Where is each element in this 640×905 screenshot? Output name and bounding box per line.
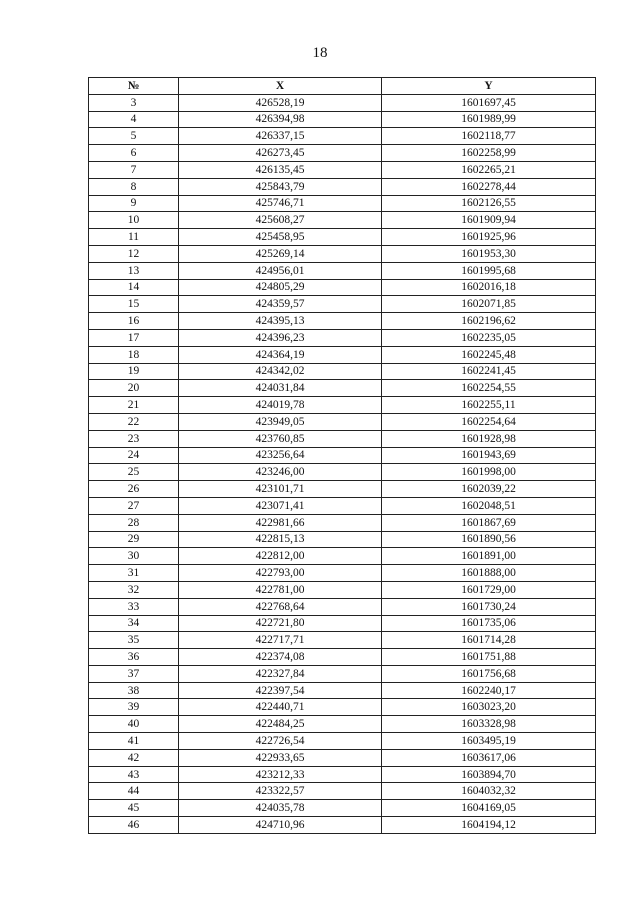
cell-y: 1602254,55 <box>382 380 596 397</box>
cell-x: 423322,57 <box>179 783 382 800</box>
cell-number: 9 <box>89 195 179 212</box>
table-row <box>89 296 596 313</box>
cell-number: 40 <box>89 716 179 733</box>
cell-x: 426337,15 <box>179 128 382 145</box>
cell-x: 422484,25 <box>179 716 382 733</box>
cell-number: 29 <box>89 531 179 548</box>
cell-y: 1602016,18 <box>382 279 596 296</box>
cell-x: 424035,78 <box>179 800 382 817</box>
cell-y: 1604194,12 <box>382 817 596 834</box>
cell-number: 33 <box>89 598 179 615</box>
cell-y: 1602039,22 <box>382 481 596 498</box>
cell-x: 423101,71 <box>179 481 382 498</box>
table-row <box>89 229 596 246</box>
cell-y: 1602196,62 <box>382 313 596 330</box>
cell-number: 17 <box>89 329 179 346</box>
table-row <box>89 581 596 598</box>
table-row <box>89 195 596 212</box>
cell-y: 1602235,05 <box>382 329 596 346</box>
page-number: 18 <box>312 45 328 61</box>
cell-x: 426135,45 <box>179 161 382 178</box>
cell-x: 424805,29 <box>179 279 382 296</box>
cell-number: 44 <box>89 783 179 800</box>
cell-number: 3 <box>89 94 179 111</box>
cell-x: 422812,00 <box>179 548 382 565</box>
cell-number: 12 <box>89 245 179 262</box>
table-row <box>89 279 596 296</box>
table-row <box>89 766 596 783</box>
cell-number: 42 <box>89 749 179 766</box>
table-row <box>89 800 596 817</box>
cell-number: 41 <box>89 733 179 750</box>
table-row <box>89 817 596 834</box>
cell-y: 1601729,00 <box>382 581 596 598</box>
cell-x: 423760,85 <box>179 430 382 447</box>
cell-y: 1601735,06 <box>382 615 596 632</box>
cell-y: 1602048,51 <box>382 497 596 514</box>
cell-x: 426273,45 <box>179 145 382 162</box>
table-row <box>89 682 596 699</box>
cell-number: 13 <box>89 262 179 279</box>
cell-y: 1603894,70 <box>382 766 596 783</box>
cell-number: 25 <box>89 464 179 481</box>
cell-x: 423949,05 <box>179 413 382 430</box>
cell-y: 1601890,56 <box>382 531 596 548</box>
cell-x: 422327,84 <box>179 665 382 682</box>
cell-x: 422397,54 <box>179 682 382 699</box>
table-row <box>89 94 596 111</box>
cell-number: 27 <box>89 497 179 514</box>
cell-number: 15 <box>89 296 179 313</box>
cell-x: 425608,27 <box>179 212 382 229</box>
cell-y: 1602240,17 <box>382 682 596 699</box>
cell-number: 19 <box>89 363 179 380</box>
cell-number: 5 <box>89 128 179 145</box>
cell-number: 21 <box>89 397 179 414</box>
cell-y: 1601953,30 <box>382 245 596 262</box>
cell-x: 424019,78 <box>179 397 382 414</box>
header-row <box>89 78 596 95</box>
table-row <box>89 565 596 582</box>
table-row <box>89 531 596 548</box>
cell-x: 423212,33 <box>179 766 382 783</box>
cell-x: 424710,96 <box>179 817 382 834</box>
cell-y: 1602254,64 <box>382 413 596 430</box>
cell-number: 32 <box>89 581 179 598</box>
table-row <box>89 514 596 531</box>
cell-x: 424359,57 <box>179 296 382 313</box>
cell-number: 28 <box>89 514 179 531</box>
cell-number: 36 <box>89 649 179 666</box>
cell-number: 26 <box>89 481 179 498</box>
cell-number: 34 <box>89 615 179 632</box>
table-row <box>89 598 596 615</box>
cell-x: 424342,02 <box>179 363 382 380</box>
cell-y: 1601909,94 <box>382 212 596 229</box>
cell-x: 422768,64 <box>179 598 382 615</box>
cell-x: 424364,19 <box>179 346 382 363</box>
cell-x: 424395,13 <box>179 313 382 330</box>
cell-y: 1602126,55 <box>382 195 596 212</box>
cell-y: 1601995,68 <box>382 262 596 279</box>
cell-x: 422726,54 <box>179 733 382 750</box>
table-row <box>89 346 596 363</box>
table-row <box>89 128 596 145</box>
cell-x: 422374,08 <box>179 649 382 666</box>
cell-y: 1602278,44 <box>382 178 596 195</box>
cell-number: 16 <box>89 313 179 330</box>
table-body <box>89 94 596 833</box>
table-row <box>89 749 596 766</box>
cell-y: 1601943,69 <box>382 447 596 464</box>
cell-x: 424956,01 <box>179 262 382 279</box>
table-row <box>89 548 596 565</box>
cell-x: 424396,23 <box>179 329 382 346</box>
cell-number: 18 <box>89 346 179 363</box>
cell-y: 1601888,00 <box>382 565 596 582</box>
cell-x: 426394,98 <box>179 111 382 128</box>
cell-x: 422933,65 <box>179 749 382 766</box>
cell-number: 6 <box>89 145 179 162</box>
table-row <box>89 497 596 514</box>
table-row <box>89 447 596 464</box>
cell-number: 4 <box>89 111 179 128</box>
cell-y: 1601867,69 <box>382 514 596 531</box>
cell-number: 7 <box>89 161 179 178</box>
cell-x: 423256,64 <box>179 447 382 464</box>
cell-x: 426528,19 <box>179 94 382 111</box>
cell-number: 22 <box>89 413 179 430</box>
cell-x: 425458,95 <box>179 229 382 246</box>
cell-y: 1601756,68 <box>382 665 596 682</box>
table-row <box>89 615 596 632</box>
coordinates-table <box>88 77 596 834</box>
cell-number: 39 <box>89 699 179 716</box>
cell-number: 20 <box>89 380 179 397</box>
cell-x: 422721,80 <box>179 615 382 632</box>
table-row <box>89 649 596 666</box>
cell-number: 11 <box>89 229 179 246</box>
table-row <box>89 212 596 229</box>
table-row <box>89 380 596 397</box>
cell-number: 37 <box>89 665 179 682</box>
table-row <box>89 145 596 162</box>
cell-y: 1601998,00 <box>382 464 596 481</box>
cell-y: 1601751,88 <box>382 649 596 666</box>
header-y: Y <box>382 78 596 95</box>
table-row <box>89 632 596 649</box>
cell-x: 425269,14 <box>179 245 382 262</box>
cell-y: 1601697,45 <box>382 94 596 111</box>
cell-y: 1602118,77 <box>382 128 596 145</box>
cell-y: 1602258,99 <box>382 145 596 162</box>
cell-number: 8 <box>89 178 179 195</box>
cell-x: 422717,71 <box>179 632 382 649</box>
cell-y: 1601989,99 <box>382 111 596 128</box>
table-row <box>89 481 596 498</box>
cell-x: 422815,13 <box>179 531 382 548</box>
cell-x: 425843,79 <box>179 178 382 195</box>
table-row <box>89 699 596 716</box>
cell-y: 1604169,05 <box>382 800 596 817</box>
cell-x: 424031,84 <box>179 380 382 397</box>
cell-y: 1603495,19 <box>382 733 596 750</box>
table-row <box>89 733 596 750</box>
cell-x: 422981,66 <box>179 514 382 531</box>
table-header <box>89 78 596 95</box>
cell-x: 422793,00 <box>179 565 382 582</box>
cell-number: 23 <box>89 430 179 447</box>
cell-number: 24 <box>89 447 179 464</box>
table-row <box>89 111 596 128</box>
cell-x: 423071,41 <box>179 497 382 514</box>
table-row <box>89 178 596 195</box>
cell-y: 1602071,85 <box>382 296 596 313</box>
table-row <box>89 716 596 733</box>
cell-number: 31 <box>89 565 179 582</box>
header-x: X <box>179 78 382 95</box>
cell-x: 422440,71 <box>179 699 382 716</box>
cell-x: 425746,71 <box>179 195 382 212</box>
table-row <box>89 313 596 330</box>
cell-number: 46 <box>89 817 179 834</box>
table-row <box>89 329 596 346</box>
cell-y: 1601925,96 <box>382 229 596 246</box>
cell-y: 1602265,21 <box>382 161 596 178</box>
cell-y: 1602245,48 <box>382 346 596 363</box>
table-row <box>89 161 596 178</box>
cell-y: 1603023,20 <box>382 699 596 716</box>
cell-number: 10 <box>89 212 179 229</box>
cell-y: 1602241,45 <box>382 363 596 380</box>
cell-y: 1604032,32 <box>382 783 596 800</box>
cell-y: 1601714,28 <box>382 632 596 649</box>
cell-y: 1603328,98 <box>382 716 596 733</box>
header-number: № <box>89 78 179 95</box>
cell-y: 1601730,24 <box>382 598 596 615</box>
table-row <box>89 464 596 481</box>
cell-number: 38 <box>89 682 179 699</box>
cell-y: 1601891,00 <box>382 548 596 565</box>
cell-number: 14 <box>89 279 179 296</box>
table-row <box>89 430 596 447</box>
cell-number: 45 <box>89 800 179 817</box>
cell-x: 422781,00 <box>179 581 382 598</box>
cell-x: 423246,00 <box>179 464 382 481</box>
table-row <box>89 397 596 414</box>
cell-number: 35 <box>89 632 179 649</box>
cell-y: 1602255,11 <box>382 397 596 414</box>
cell-y: 1601928,98 <box>382 430 596 447</box>
cell-number: 43 <box>89 766 179 783</box>
table-row <box>89 783 596 800</box>
cell-y: 1603617,06 <box>382 749 596 766</box>
table-row <box>89 262 596 279</box>
table-row <box>89 363 596 380</box>
table-row <box>89 413 596 430</box>
table-row <box>89 245 596 262</box>
cell-number: 30 <box>89 548 179 565</box>
table-row <box>89 665 596 682</box>
